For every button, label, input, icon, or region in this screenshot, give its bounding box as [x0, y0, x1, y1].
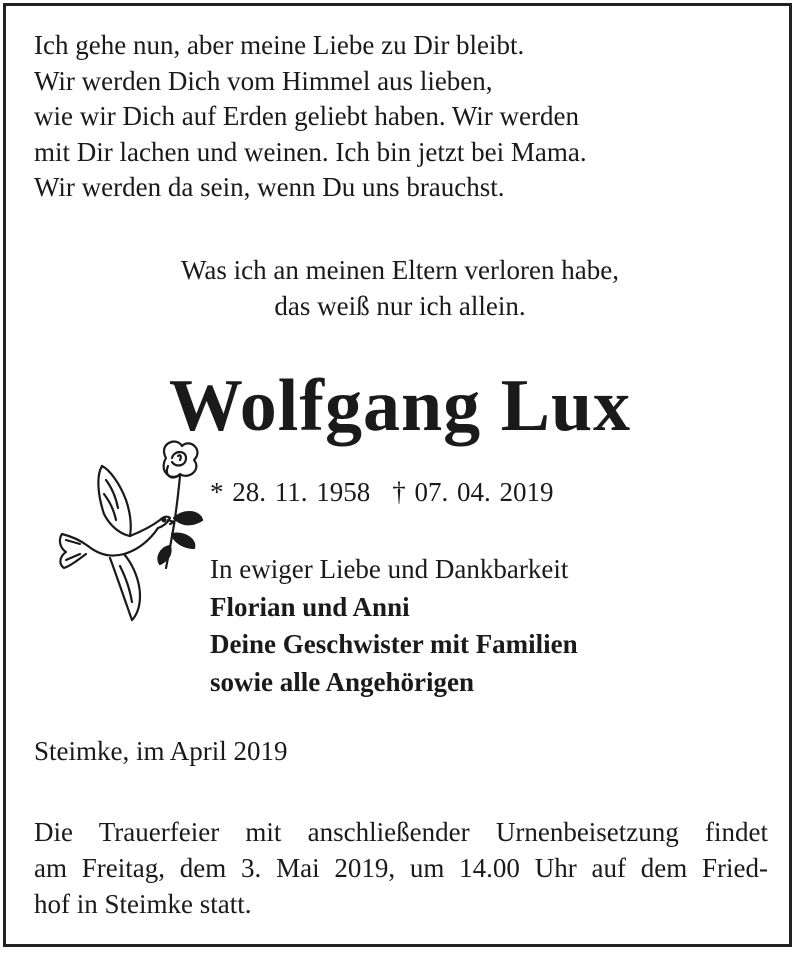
mourner-name: Deine Geschwister mit Familien	[210, 629, 578, 659]
dove-with-rose-icon	[40, 436, 210, 626]
memorial-quote	[0, 252, 800, 324]
funeral-line: hof in Steimke statt.	[34, 889, 252, 919]
mourners-intro: In ewiger Liebe und Dankbarkeit	[210, 554, 569, 584]
deceased-name: Wolfgang Lux	[168, 365, 632, 447]
death-date: † 07. 04. 2019	[392, 477, 554, 507]
verse-line: wie wir Dich auf Erden geliebt haben. Wir werden	[34, 101, 579, 131]
verse-line: Wir werden da sein, wenn Du uns brauchst.	[34, 172, 505, 202]
funeral-line: am Freitag, dem 3. Mai 2019, um 14.00 Uhr auf dem Fried-	[34, 853, 768, 883]
funeral-notice	[34, 814, 768, 922]
verse-line: mit Dir lachen und weinen. Ich bin jetzt bei Mama.	[34, 136, 587, 167]
birth-date: * 28. 11. 1958	[210, 477, 371, 507]
mourner-name: Florian und Anni	[210, 591, 410, 622]
quote-line: Was ich an meinen Eltern verloren habe,	[181, 255, 619, 285]
dove-icon	[60, 466, 174, 620]
memorial-verse	[34, 28, 587, 206]
mourners-block	[210, 551, 578, 701]
rose-icon	[158, 442, 202, 568]
verse-line: Wir werden Dich vom Himmel aus lieben,	[34, 65, 493, 96]
mourner-name: sowie alle Angehörigen	[210, 666, 474, 697]
verse-line: Ich gehe nun, aber meine Liebe zu Dir bleibt.	[34, 30, 525, 60]
place-date: Steimke, im April 2019	[34, 736, 288, 766]
quote-line: das weiß nur ich allein.	[274, 291, 526, 321]
life-dates	[210, 475, 554, 511]
funeral-line: Die Trauerfeier mit anschließender Urnenbeisetzung findet	[34, 817, 768, 847]
